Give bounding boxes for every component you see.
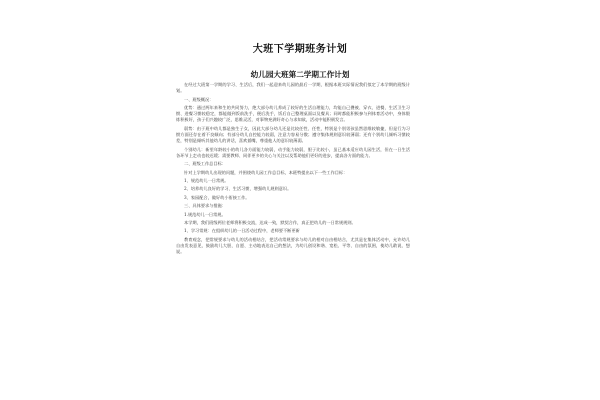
section-heading-measures: 三、具体要求与措施： bbox=[184, 203, 226, 209]
goal-item-3: 3、家园配合，做好幼小衔接工作。 bbox=[184, 194, 250, 200]
paragraph-weaknesses: 弱势：由于班中幼儿都是独生子女，因此大部分幼儿还是比较任性、任性，特别是个别男孩虽然思维较敏捷，但是行为习惯方面还存在着不良倾向；有部分幼儿自控能力较弱，注意力容易分散；遵守集体规则意识较薄弱；还有个别幼儿倾听习惯较差，特别是倾听其他幼儿的讲话，喜欢插嘴，尊重他人的意识较薄弱。 bbox=[176, 125, 410, 144]
document-subtitle: 幼儿园大班第二学期工作计划 bbox=[250, 70, 350, 79]
paragraph-strengths: 优势：通过两年来和生的共同努力，绝大部分幼儿养成了较好的生活自理能力，均能自己叠被、穿衣、进餐，生活卫生习惯、进餐习惯较稳定，都能做到饭前洗手，便后洗手，饭后自己整理桌面以及餐具；同时都能积极参与到体育活动中，身体锻炼积极好，孩子们兴趣较广泛，思维灵活，对事物充满好奇心与求知欲，活动中能积极发言。 bbox=[176, 104, 410, 123]
document-title: 大班下学期班务计划 bbox=[252, 44, 348, 55]
paragraph-semester-routine: 本学期，我们班级两位老师将积极交流，达成一致，默契合作，真正把幼儿的一日常规规则。 bbox=[184, 219, 356, 225]
section-heading-overall-goals: 二、班级工作总目标： bbox=[184, 161, 226, 167]
goal-item-1: 1、规范幼儿一日常规。 bbox=[184, 177, 229, 183]
paragraph-learning-routine: 1、学习常规：在组织幼儿的一日活动过程中，老师要不断更新 bbox=[184, 228, 300, 234]
paragraph-goals-intro: 针对上学期幼儿出现的问题，并围绕幼儿园工作总目标，本班特提出以下一些工作目标： bbox=[184, 169, 348, 175]
section-heading-class-overview: 一、班级概况： bbox=[184, 96, 214, 102]
paragraph-intro: 在经过大班第一学期的学习、生活后，我们一起迎来幼儿园的最后一学期，根据本班实际情况我们拟定了本学期的班级计划。 bbox=[176, 82, 410, 94]
goal-item-2: 2、培养幼儿良好的学习、生活习惯，增强幼儿规则意识。 bbox=[184, 186, 292, 192]
paragraph-individual-children: 个别幼儿：新里年龄较小的幼儿各方面能力较弱，动手能力较弱，胆子比较小，虽已基本适应幼儿园生活，但在一日生活各环节上走动也较迟缓；需要教师、同伴更多的关心与关注以及帮助他们更好的进步，提高各方面的能力。 bbox=[176, 146, 410, 158]
document-body bbox=[176, 82, 410, 257]
measure-item-1: 1.规范幼儿一日常规。 bbox=[184, 211, 226, 217]
paragraph-education-concept: 教育观念，把常规要求与幼儿的活动相结合，把活动常规要求与幼儿的相对自由相结合，尤其是在集体活动中，允许幼儿自由发表意见，鼓励幼儿大胆、自愿、主动地表达自己的想法，为幼儿创设和谐、宽松、平等、自由的氛围，使幼儿敢说、想说。 bbox=[176, 236, 410, 255]
